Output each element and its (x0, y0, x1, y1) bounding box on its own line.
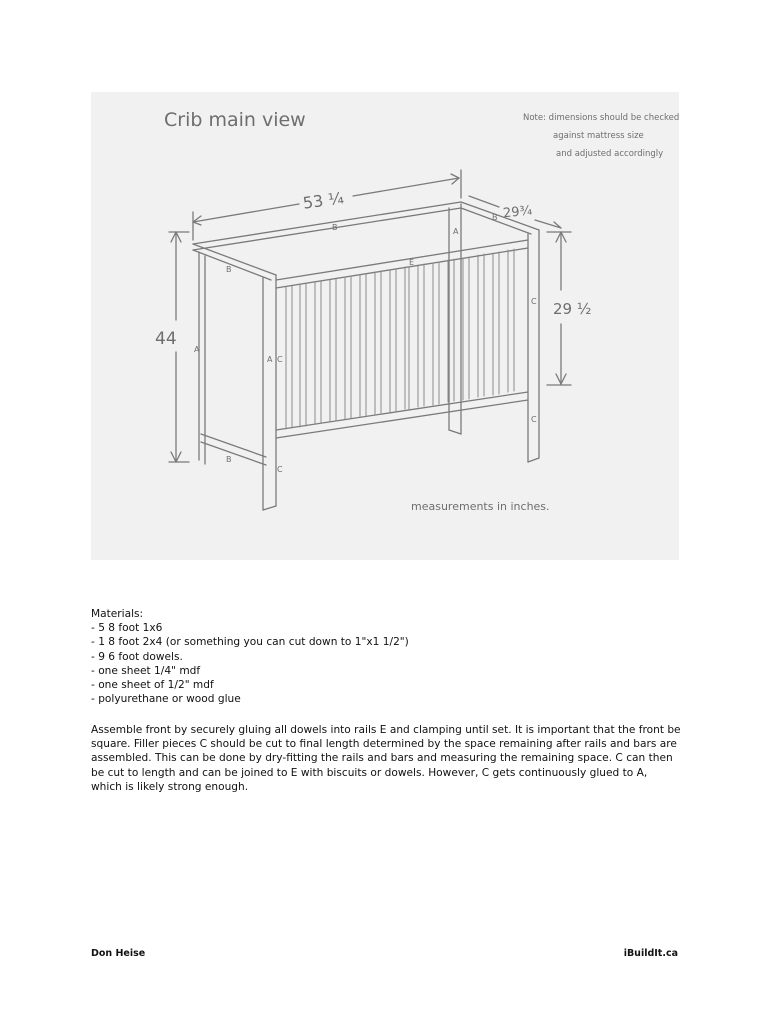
materials-item: - 9 6 foot dowels. (91, 650, 183, 663)
front-bottom-rail (276, 392, 528, 430)
front-dowels (286, 249, 514, 429)
depth-dimension: 29¾ (502, 203, 533, 222)
footer-author: Don Heise (91, 948, 146, 959)
note-line-1: Note: dimensions should be checked (523, 113, 679, 123)
label-c-right-bottom: C (531, 415, 537, 424)
materials-item: - 5 8 foot 1x6 (91, 622, 163, 635)
drawing-title: Crib main view (164, 109, 306, 131)
crib-sketch (91, 92, 679, 560)
footer-site: iBuildIt.ca (623, 948, 678, 959)
assembly-instructions: Assemble front by securely gluing all dowels into rails E and clamping until set. It is important that the front be square. Filler pieces C should be cut to final length determined by the space remaining after rails and bars are assembled. This can be done by dry-fitting the rails and bars and measuring the remaining space. C can then be cut to length and can be joined to E with biscuits or dowels. However, C gets continuously glued to A, which is likely strong enough. (91, 724, 681, 793)
label-b-bottom: B (226, 455, 232, 464)
materials-heading: Materials: (91, 608, 144, 620)
front-top-rail (276, 240, 528, 280)
height-dimension: 44 (155, 329, 177, 349)
measurements-note: measurements in inches. (411, 500, 550, 513)
materials-item: - 1 8 foot 2x4 (or something you can cut down to 1"x1 1/2") (91, 636, 409, 649)
label-a-right: A (453, 227, 459, 236)
note-line-2: against mattress size (553, 131, 644, 141)
label-a-front: A (267, 355, 273, 364)
materials-list (91, 607, 691, 706)
crib-drawing (91, 92, 679, 560)
materials-item: - one sheet of 1/2" mdf (91, 679, 214, 692)
label-a-back: A (194, 345, 200, 354)
label-b-right: B (492, 213, 498, 222)
materials-item: - polyurethane or wood glue (91, 693, 241, 706)
label-c-bottom: C (277, 465, 283, 474)
label-c-right: C (531, 297, 537, 306)
label-b-back: B (332, 223, 338, 232)
width-dimension: 53 ¼ (301, 188, 345, 213)
label-e: E (409, 258, 415, 267)
label-c-front: C (277, 355, 283, 364)
front-height-dimension: 29 ½ (553, 300, 592, 318)
materials-item: - one sheet 1/4" mdf (91, 664, 201, 677)
label-b-left: B (226, 265, 232, 274)
note-line-3: and adjusted accordingly (556, 149, 664, 159)
